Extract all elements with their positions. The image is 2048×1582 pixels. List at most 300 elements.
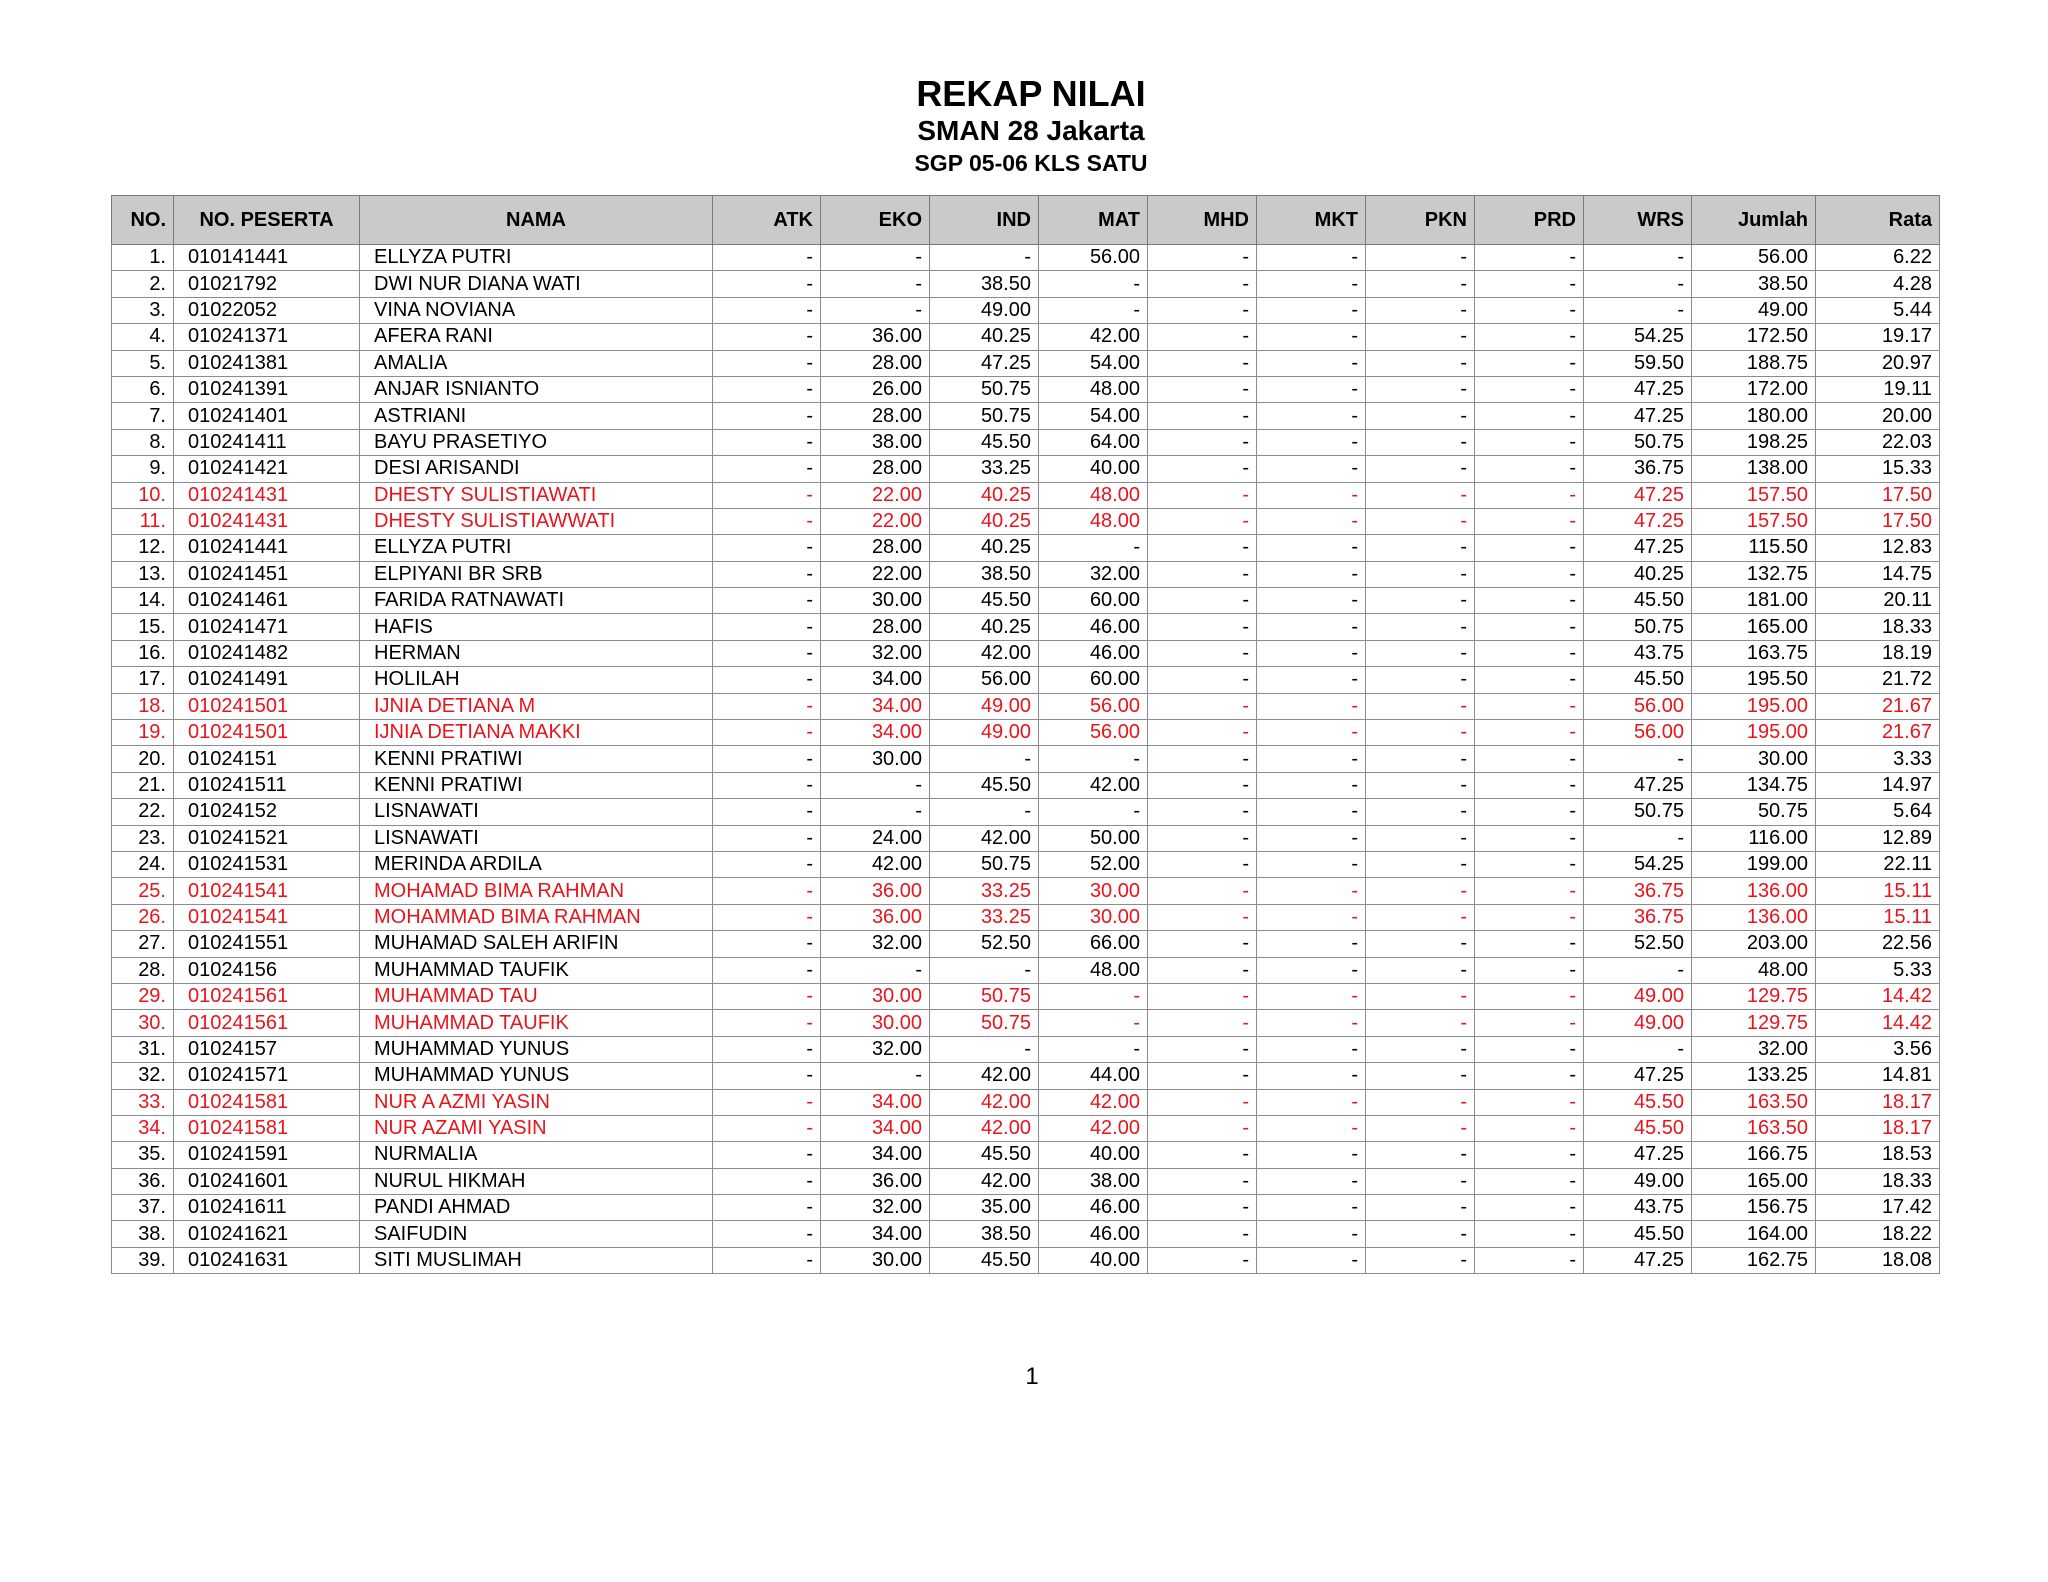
table-cell: 010241391	[174, 376, 360, 402]
table-cell: 47.25	[930, 350, 1039, 376]
table-cell: 60.00	[1039, 588, 1148, 614]
table-cell: 17.	[112, 667, 174, 693]
table-cell: 15.11	[1816, 904, 1940, 930]
table-cell: -	[1475, 324, 1584, 350]
table-cell: -	[713, 614, 821, 640]
table-cell: -	[713, 271, 821, 297]
table-cell: -	[1039, 799, 1148, 825]
table-cell: -	[1475, 851, 1584, 877]
table-cell: -	[1148, 983, 1257, 1009]
table-cell: -	[1257, 324, 1366, 350]
grades-table	[111, 195, 1940, 1274]
table-cell: 15.	[112, 614, 174, 640]
table-cell: 32.00	[1692, 1036, 1816, 1062]
table-cell: MUHAMMAD TAUFIK	[360, 1010, 713, 1036]
table-cell: 20.11	[1816, 588, 1940, 614]
table-cell: -	[1475, 1036, 1584, 1062]
table-row	[112, 614, 1940, 640]
table-cell: -	[1257, 772, 1366, 798]
table-cell: KENNI PRATIWI	[360, 746, 713, 772]
table-cell: -	[1584, 957, 1692, 983]
table-cell: -	[1148, 1036, 1257, 1062]
table-cell: -	[1148, 588, 1257, 614]
table-cell: -	[1475, 1142, 1584, 1168]
table-cell: 166.75	[1692, 1142, 1816, 1168]
table-cell: -	[1257, 720, 1366, 746]
column-header: WRS	[1584, 196, 1692, 245]
table-cell: 010241421	[174, 456, 360, 482]
table-cell: 01024156	[174, 957, 360, 983]
table-cell: -	[1257, 456, 1366, 482]
table-cell: 32.00	[821, 1036, 930, 1062]
table-cell: -	[1257, 1063, 1366, 1089]
table-cell: AFERA RANI	[360, 324, 713, 350]
table-cell: 010241431	[174, 482, 360, 508]
table-cell: -	[713, 561, 821, 587]
table-cell: -	[1148, 403, 1257, 429]
table-cell: 50.75	[930, 851, 1039, 877]
table-cell: MUHAMMAD YUNUS	[360, 1063, 713, 1089]
table-cell: 23.	[112, 825, 174, 851]
table-cell: 010241371	[174, 324, 360, 350]
table-cell: 136.00	[1692, 904, 1816, 930]
table-cell: -	[1366, 1221, 1475, 1247]
table-cell: 54.25	[1584, 851, 1692, 877]
table-cell: 010241541	[174, 878, 360, 904]
table-cell: -	[1366, 983, 1475, 1009]
table-row	[112, 851, 1940, 877]
table-cell: -	[1148, 1195, 1257, 1221]
table-row	[112, 1115, 1940, 1141]
table-cell: -	[1257, 350, 1366, 376]
table-cell: 40.25	[930, 482, 1039, 508]
table-cell: -	[1366, 693, 1475, 719]
table-cell: 40.25	[930, 508, 1039, 534]
table-cell: 30.00	[821, 588, 930, 614]
table-cell: 21.	[112, 772, 174, 798]
table-cell: DHESTY SULISTIAWWATI	[360, 508, 713, 534]
table-cell: 22.03	[1816, 429, 1940, 455]
table-cell: LISNAWATI	[360, 825, 713, 851]
table-cell: -	[1257, 825, 1366, 851]
table-cell: -	[1257, 1115, 1366, 1141]
table-cell: -	[713, 376, 821, 402]
table-cell: 49.00	[1584, 983, 1692, 1009]
table-cell: -	[1475, 931, 1584, 957]
table-cell: -	[1257, 640, 1366, 666]
table-cell: FARIDA RATNAWATI	[360, 588, 713, 614]
table-cell: -	[713, 1142, 821, 1168]
table-cell: -	[1148, 614, 1257, 640]
table-cell: -	[1148, 1247, 1257, 1273]
table-cell: -	[713, 640, 821, 666]
table-cell: 164.00	[1692, 1221, 1816, 1247]
table-row	[112, 825, 1940, 851]
table-cell: -	[1584, 297, 1692, 323]
table-cell: 010241611	[174, 1195, 360, 1221]
table-cell: -	[713, 1115, 821, 1141]
table-cell: BAYU PRASETIYO	[360, 429, 713, 455]
table-cell: 36.00	[821, 878, 930, 904]
table-cell: 30.00	[821, 983, 930, 1009]
table-cell: -	[1475, 403, 1584, 429]
table-cell: 14.42	[1816, 983, 1940, 1009]
table-cell: 49.00	[1584, 1010, 1692, 1036]
table-cell: -	[713, 667, 821, 693]
table-cell: -	[821, 957, 930, 983]
table-cell: -	[1475, 667, 1584, 693]
table-row	[112, 667, 1940, 693]
table-cell: 24.00	[821, 825, 930, 851]
table-cell: 3.	[112, 297, 174, 323]
table-row	[112, 403, 1940, 429]
table-cell: 010241521	[174, 825, 360, 851]
table-cell: -	[821, 1063, 930, 1089]
table-cell: 46.00	[1039, 614, 1148, 640]
table-cell: 50.75	[930, 403, 1039, 429]
table-cell: 11.	[112, 508, 174, 534]
table-cell: -	[1148, 324, 1257, 350]
table-cell: -	[1257, 614, 1366, 640]
table-cell: -	[1366, 640, 1475, 666]
table-cell: 32.00	[821, 640, 930, 666]
table-cell: 42.00	[1039, 772, 1148, 798]
table-row	[112, 297, 1940, 323]
table-cell: 17.50	[1816, 508, 1940, 534]
table-cell: HOLILAH	[360, 667, 713, 693]
table-cell: 010241631	[174, 1247, 360, 1273]
table-cell: 21.67	[1816, 720, 1940, 746]
table-cell: -	[713, 297, 821, 323]
table-cell: 18.33	[1816, 614, 1940, 640]
table-row	[112, 1247, 1940, 1273]
table-cell: 49.00	[1692, 297, 1816, 323]
table-cell: 136.00	[1692, 878, 1816, 904]
column-header: NO. PESERTA	[174, 196, 360, 245]
table-cell: 48.00	[1039, 957, 1148, 983]
table-cell: -	[1584, 1036, 1692, 1062]
column-header: NAMA	[360, 196, 713, 245]
table-cell: -	[1148, 297, 1257, 323]
table-cell: 010241531	[174, 851, 360, 877]
table-row	[112, 1195, 1940, 1221]
table-cell: 48.00	[1039, 482, 1148, 508]
table-cell: -	[1257, 508, 1366, 534]
table-cell: 40.25	[1584, 561, 1692, 587]
table-cell: 42.00	[930, 825, 1039, 851]
table-cell: -	[1257, 878, 1366, 904]
table-cell: 56.00	[930, 667, 1039, 693]
table-cell: 01021792	[174, 271, 360, 297]
table-cell: 48.00	[1039, 508, 1148, 534]
table-cell: 34.00	[821, 1089, 930, 1115]
table-cell: -	[1475, 1195, 1584, 1221]
table-cell: -	[713, 403, 821, 429]
table-cell: -	[1475, 376, 1584, 402]
table-cell: -	[1475, 429, 1584, 455]
table-cell: 14.42	[1816, 1010, 1940, 1036]
page-number: 1	[1025, 1363, 1039, 1390]
table-cell: -	[1148, 878, 1257, 904]
table-cell: -	[1366, 350, 1475, 376]
table-cell: -	[1475, 693, 1584, 719]
table-cell: -	[1257, 482, 1366, 508]
table-cell: 18.08	[1816, 1247, 1940, 1273]
table-cell: 6.22	[1816, 245, 1940, 271]
table-cell: 01024152	[174, 799, 360, 825]
table-cell: 18.33	[1816, 1168, 1940, 1194]
table-cell: 163.50	[1692, 1089, 1816, 1115]
table-cell: 5.64	[1816, 799, 1940, 825]
table-cell: 50.00	[1039, 825, 1148, 851]
table-cell: 14.97	[1816, 772, 1940, 798]
table-cell: 14.75	[1816, 561, 1940, 587]
table-cell: -	[1148, 482, 1257, 508]
table-cell: 162.75	[1692, 1247, 1816, 1273]
table-cell: -	[1257, 851, 1366, 877]
table-cell: -	[1366, 957, 1475, 983]
table-cell: -	[1366, 931, 1475, 957]
table-cell: 42.00	[930, 1115, 1039, 1141]
table-cell: -	[1257, 1089, 1366, 1115]
table-cell: -	[1148, 825, 1257, 851]
table-cell: 156.75	[1692, 1195, 1816, 1221]
table-cell: 22.00	[821, 508, 930, 534]
table-cell: 36.	[112, 1168, 174, 1194]
table-cell: MOHAMMAD BIMA RAHMAN	[360, 904, 713, 930]
table-cell: -	[1148, 1063, 1257, 1089]
table-cell: 010241471	[174, 614, 360, 640]
header-row	[112, 196, 1940, 245]
table-cell: 36.00	[821, 324, 930, 350]
table-cell: 40.25	[930, 614, 1039, 640]
table-cell: -	[1366, 324, 1475, 350]
table-cell: 15.11	[1816, 878, 1940, 904]
table-cell: 43.75	[1584, 640, 1692, 666]
table-cell: 010241411	[174, 429, 360, 455]
table-row	[112, 456, 1940, 482]
table-cell: 010241581	[174, 1089, 360, 1115]
table-cell: 010241591	[174, 1142, 360, 1168]
table-cell: -	[1475, 1168, 1584, 1194]
table-cell: 5.	[112, 350, 174, 376]
table-cell: -	[1257, 1010, 1366, 1036]
table-cell: 22.	[112, 799, 174, 825]
table-cell: -	[1366, 825, 1475, 851]
table-cell: -	[1366, 799, 1475, 825]
table-cell: -	[1257, 1221, 1366, 1247]
table-cell: -	[1366, 297, 1475, 323]
column-header: ATK	[713, 196, 821, 245]
table-cell: -	[1257, 1142, 1366, 1168]
table-cell: -	[1257, 746, 1366, 772]
table-row	[112, 508, 1940, 534]
table-cell: 47.25	[1584, 482, 1692, 508]
table-cell: 47.25	[1584, 1247, 1692, 1273]
table-cell: 10.	[112, 482, 174, 508]
table-cell: -	[1039, 297, 1148, 323]
table-cell: 010241561	[174, 1010, 360, 1036]
school-name: SMAN 28 Jakarta	[917, 115, 1145, 146]
table-cell: -	[713, 1247, 821, 1273]
table-cell: -	[713, 456, 821, 482]
column-header: EKO	[821, 196, 930, 245]
table-cell: -	[821, 245, 930, 271]
table-cell: -	[713, 957, 821, 983]
table-cell: -	[1148, 1089, 1257, 1115]
table-cell: 18.53	[1816, 1142, 1940, 1168]
table-cell: 49.00	[1584, 1168, 1692, 1194]
table-cell: 116.00	[1692, 825, 1816, 851]
table-cell: 56.00	[1692, 245, 1816, 271]
table-cell: -	[1475, 1221, 1584, 1247]
table-cell: 47.25	[1584, 772, 1692, 798]
table-cell: 18.17	[1816, 1089, 1940, 1115]
table-cell: 26.	[112, 904, 174, 930]
table-cell: 33.25	[930, 456, 1039, 482]
table-cell: 010241441	[174, 535, 360, 561]
table-cell: -	[1475, 297, 1584, 323]
table-cell: 195.00	[1692, 693, 1816, 719]
table-cell: 010141441	[174, 245, 360, 271]
table-cell: 66.00	[1039, 931, 1148, 957]
table-cell: 50.75	[1584, 614, 1692, 640]
table-row	[112, 772, 1940, 798]
column-header: NO.	[112, 196, 174, 245]
table-cell: 42.00	[930, 1168, 1039, 1194]
table-cell: MOHAMAD BIMA RAHMAN	[360, 878, 713, 904]
table-cell: 010241601	[174, 1168, 360, 1194]
table-cell: 17.50	[1816, 482, 1940, 508]
table-cell: 50.75	[930, 376, 1039, 402]
table-cell: 45.50	[930, 429, 1039, 455]
table-cell: 010241401	[174, 403, 360, 429]
table-cell: 010241581	[174, 1115, 360, 1141]
table-cell: -	[1148, 667, 1257, 693]
table-cell: ELPIYANI BR SRB	[360, 561, 713, 587]
column-header: MAT	[1039, 196, 1148, 245]
table-cell: 54.25	[1584, 324, 1692, 350]
table-cell: -	[1148, 1221, 1257, 1247]
table-cell: -	[1475, 508, 1584, 534]
table-cell: 43.75	[1584, 1195, 1692, 1221]
table-cell: 52.50	[930, 931, 1039, 957]
table-cell: -	[1366, 403, 1475, 429]
table-cell: -	[1366, 588, 1475, 614]
table-cell: -	[1475, 614, 1584, 640]
table-cell: 129.75	[1692, 1010, 1816, 1036]
table-cell: -	[713, 1089, 821, 1115]
table-cell: IJNIA DETIANA M	[360, 693, 713, 719]
table-cell: -	[930, 245, 1039, 271]
table-cell: -	[713, 983, 821, 1009]
table-cell: 44.00	[1039, 1063, 1148, 1089]
table-cell: 3.56	[1816, 1036, 1940, 1062]
table-cell: 30.00	[1039, 878, 1148, 904]
table-cell: 40.25	[930, 535, 1039, 561]
table-cell: -	[1475, 561, 1584, 587]
table-cell: 01022052	[174, 297, 360, 323]
table-cell: -	[1366, 1036, 1475, 1062]
table-cell: 33.	[112, 1089, 174, 1115]
table-cell: MUHAMMAD YUNUS	[360, 1036, 713, 1062]
table-cell: 38.50	[1692, 271, 1816, 297]
table-cell: 010241551	[174, 931, 360, 957]
column-header: MKT	[1257, 196, 1366, 245]
table-cell: 165.00	[1692, 614, 1816, 640]
table-cell: 33.25	[930, 904, 1039, 930]
table-cell: -	[1148, 1115, 1257, 1141]
table-cell: 42.00	[821, 851, 930, 877]
table-cell: 133.25	[1692, 1063, 1816, 1089]
table-cell: 38.50	[930, 1221, 1039, 1247]
table-cell: 188.75	[1692, 350, 1816, 376]
table-cell: 5.44	[1816, 297, 1940, 323]
table-cell: 45.50	[1584, 1089, 1692, 1115]
table-cell: 010241461	[174, 588, 360, 614]
table-cell: 28.00	[821, 614, 930, 640]
table-cell: MUHAMMAD TAU	[360, 983, 713, 1009]
table-cell: -	[1475, 983, 1584, 1009]
table-cell: -	[1584, 245, 1692, 271]
table-cell: -	[1039, 1036, 1148, 1062]
table-row	[112, 931, 1940, 957]
table-cell: -	[1148, 429, 1257, 455]
table-cell: 37.	[112, 1195, 174, 1221]
table-row	[112, 693, 1940, 719]
table-cell: 010241491	[174, 667, 360, 693]
table-cell: 26.00	[821, 376, 930, 402]
table-cell: 45.50	[930, 588, 1039, 614]
table-cell: 34.00	[821, 1221, 930, 1247]
table-cell: 18.	[112, 693, 174, 719]
table-cell: 28.00	[821, 535, 930, 561]
table-cell: -	[1475, 746, 1584, 772]
table-cell: 30.	[112, 1010, 174, 1036]
table-cell: -	[1475, 245, 1584, 271]
table-cell: 129.75	[1692, 983, 1816, 1009]
table-cell: 010241381	[174, 350, 360, 376]
table-cell: 40.00	[1039, 456, 1148, 482]
table-cell: NUR AZAMI YASIN	[360, 1115, 713, 1141]
table-cell: 42.00	[1039, 1115, 1148, 1141]
table-cell: MERINDA ARDILA	[360, 851, 713, 877]
table-cell: -	[1366, 271, 1475, 297]
table-cell: 42.00	[930, 1063, 1039, 1089]
table-cell: 010241621	[174, 1221, 360, 1247]
table-cell: 010241571	[174, 1063, 360, 1089]
table-cell: 3.33	[1816, 746, 1940, 772]
table-cell: 010241501	[174, 693, 360, 719]
table-cell: 47.25	[1584, 1142, 1692, 1168]
table-cell: KENNI PRATIWI	[360, 772, 713, 798]
table-cell: -	[713, 429, 821, 455]
table-cell: -	[713, 535, 821, 561]
table-row	[112, 429, 1940, 455]
table-cell: -	[1366, 667, 1475, 693]
table-row	[112, 245, 1940, 271]
table-row	[112, 324, 1940, 350]
table-cell: 45.50	[1584, 1115, 1692, 1141]
table-cell: -	[1148, 746, 1257, 772]
table-cell: 33.25	[930, 878, 1039, 904]
table-cell: 45.50	[1584, 1221, 1692, 1247]
table-cell: 35.	[112, 1142, 174, 1168]
table-cell: 21.67	[1816, 693, 1940, 719]
table-cell: -	[713, 1168, 821, 1194]
table-cell: -	[713, 772, 821, 798]
table-cell: -	[1475, 271, 1584, 297]
